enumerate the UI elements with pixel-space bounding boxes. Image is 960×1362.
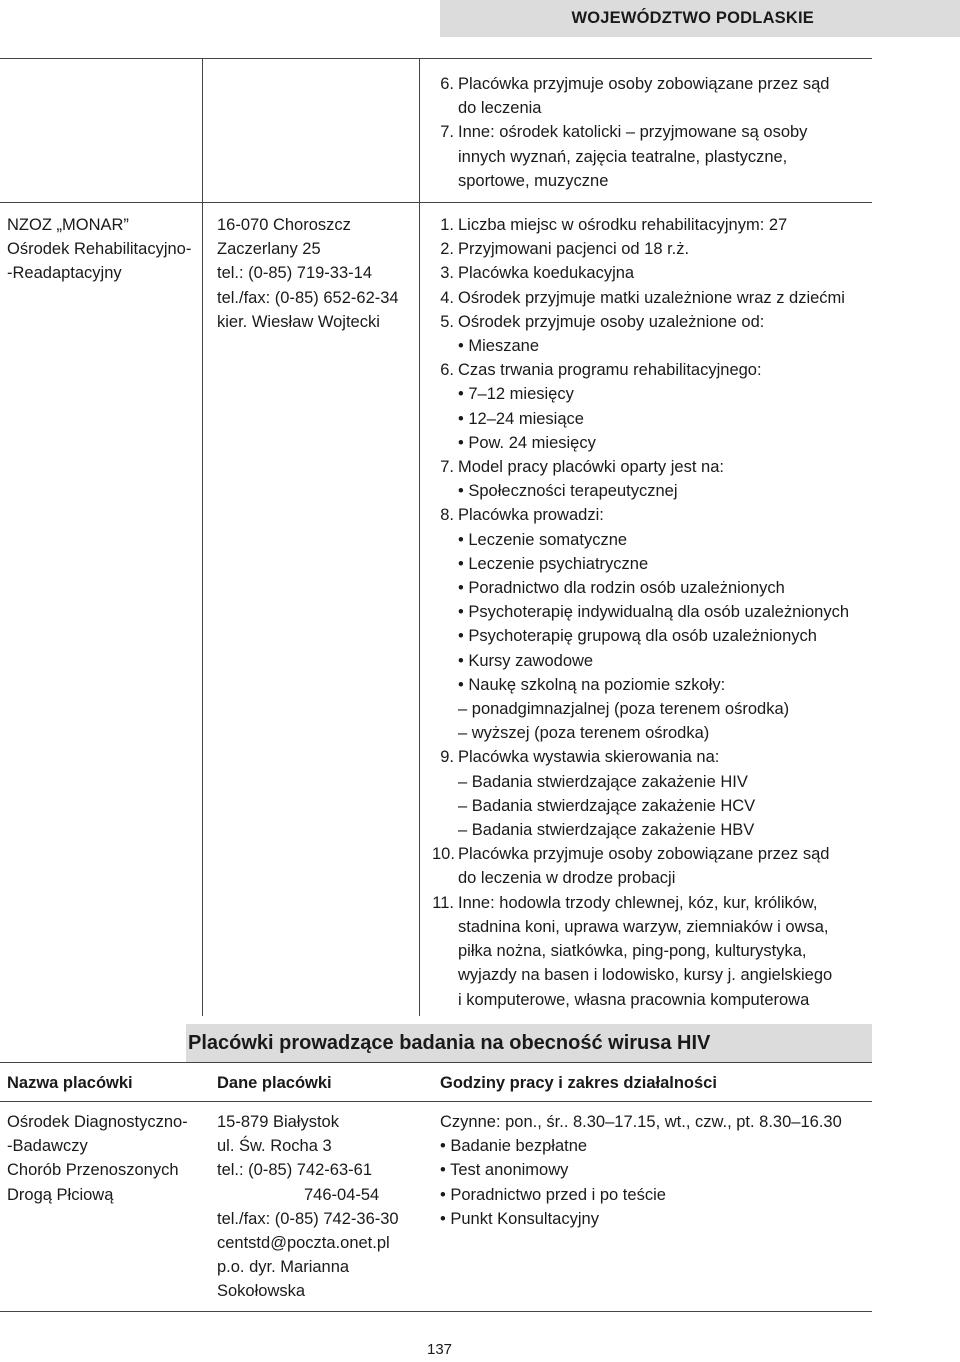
list-item [432,649,872,673]
item-text: Naukę szkolną na poziomie szkoły: [468,675,726,694]
list-item [432,382,872,406]
top-rule [0,58,872,59]
name-line: -Badawczy [7,1137,88,1156]
list-item [432,673,872,697]
item-number: 6. [440,361,454,380]
item-number: 7. [440,458,454,477]
name-line: Drogą Płciową [7,1185,114,1204]
section-title: Placówki prowadzące badania na obecność wirusa HIV [188,1032,711,1054]
hiv-facility-contact [217,1110,432,1304]
region-title: WOJEWÓDZTWO PODLASKIE [571,9,814,27]
item-text: 12–24 miesiące [468,409,584,428]
item-number: 4. [440,288,454,307]
list-item [432,503,872,527]
facility-name [7,213,202,286]
list-item [432,915,872,939]
item-text: Ośrodek przyjmuje osoby uzależnione od: [458,312,765,331]
item-text: wyjazdy na basen i lodowisko, kursy j. angielskiego [458,966,833,985]
row-divider [0,202,872,203]
item-text: Model pracy placówki oparty jest na: [458,458,724,477]
list-item [432,334,872,358]
list-item [440,1207,870,1231]
name-line: NZOZ „MONAR” [7,216,129,234]
list-item [432,213,872,237]
address-line: Zaczerlany 25 [217,240,321,259]
item-text: Test anonimowy [450,1161,569,1180]
column-divider [202,58,203,1016]
item-text: Badania stwierdzające zakażenie HIV [471,772,748,791]
director-line: Sokołowska [217,1282,306,1301]
item-number: 10. [432,845,455,864]
item-number: 2. [440,240,454,259]
item-text: Społeczności terapeutycznej [468,482,678,501]
item-text: Leczenie psychiatryczne [468,554,649,573]
page-number: 137 [427,1341,453,1358]
item-text: Placówka wystawia skierowania na: [458,748,720,767]
list-item [432,552,872,576]
list-item [432,794,872,818]
list-item [432,770,872,794]
item-text: Inne: hodowla trzody chlewnej, kóz, kur, królików, [458,893,818,912]
list-item: sportowe, muzyczne [458,171,609,190]
item-text: i komputerowe, własna pracownia komputerowa [458,990,810,1009]
list-item [432,939,872,963]
item-text: Psychoterapię grupową dla osób uzależnionych [468,627,817,646]
item-text: piłka nożna, siatkówka, ping-pong, kulturystyka, [458,942,807,961]
list-item [432,963,872,987]
address-line: 15-879 Białystok [217,1113,339,1131]
item-number: 3. [440,264,454,283]
item-text: Przyjmowani pacjenci od 18 r.ż. [458,240,690,259]
item-text: Punkt Konsultacyjny [450,1209,599,1228]
list-item [432,310,872,334]
director-line: p.o. dyr. Marianna [217,1258,350,1277]
fax-line: tel./fax: (0-85) 742-36-30 [217,1209,399,1228]
list-item [432,455,872,479]
item-text: wyższej (poza terenem ośrodka) [471,724,710,743]
list-item [440,1134,870,1158]
column-header-hours: Godziny pracy i zakres działalności [440,1074,717,1092]
column-divider [419,58,420,1016]
item-text: Mieszane [468,337,539,356]
phone-line: 746-04-54 [304,1185,380,1204]
phone-line: tel.: (0-85) 719-33-14 [217,264,373,283]
address-line: ul. Św. Rocha 3 [217,1137,332,1156]
item-text: stadnina koni, uprawa warzyw, ziemniaków i owsa, [458,917,829,936]
hiv-facility-info [440,1110,870,1231]
item-number: 9. [440,748,454,767]
phone-line: tel.: (0-85) 742-63-61 [217,1161,373,1180]
list-item [432,261,872,285]
list-item [432,600,872,624]
list-item [432,697,872,721]
item-text: Czas trwania programu rehabilitacyjnego: [458,361,762,380]
list-item [432,745,872,769]
item-number: 8. [440,506,454,525]
item-text: Badania stwierdzające zakażenie HBV [471,821,755,840]
name-line: Ośrodek Diagnostyczno- [7,1113,188,1131]
item-text: Poradnictwo dla rodzin osób uzależnionych [468,579,785,598]
item-text: Psychoterapię indywidualną dla osób uzależnionych [468,603,850,622]
item-text: Ośrodek przyjmuje matki uzależnione wraz z dziećmi [458,288,845,307]
list-item [432,358,872,382]
list-item: 7. Inne: ośrodek katolicki – przyjmowane są osoby [440,123,808,142]
list-item [432,286,872,310]
name-line: -Readaptacyjny [7,264,122,283]
item-number: 1. [440,216,454,234]
continued-info [432,72,872,193]
list-item [432,818,872,842]
address-line: 16-070 Choroszcz [217,216,351,234]
list-item [432,237,872,261]
item-number: 5. [440,312,454,331]
director-line: kier. Wiesław Wojtecki [217,312,380,331]
list-item [432,479,872,503]
item-number: 11. [432,893,454,912]
list-item [432,891,872,915]
hiv-facility-name [7,1110,207,1207]
list-item [432,431,872,455]
list-item: 6. Placówka przyjmuje osoby zobowiązane przez sąd [440,75,830,93]
item-text: Leczenie somatyczne [468,530,628,549]
name-line: Chorób Przenoszonych [7,1161,179,1180]
list-item [432,407,872,431]
item-text: Placówka przyjmuje osoby zobowiązane przez sąd [458,845,830,864]
list-item: innych wyznań, zajęcia teatralne, plastyczne, [458,147,788,166]
email-link[interactable]: centstd@poczta.onet.pl [217,1234,390,1253]
column-header-name: Nazwa placówki [7,1074,133,1092]
list-item [440,1110,870,1134]
section-top-rule [0,1062,872,1063]
list-item [440,1183,870,1207]
item-text: Badanie bezpłatne [450,1137,588,1156]
item-text: do leczenia w drodze probacji [458,869,676,888]
item-text: Liczba miejsc w ośrodku rehabilitacyjnym: 27 [458,216,788,234]
name-line: Ośrodek Rehabilitacyjno- [7,240,192,259]
list-item [432,528,872,552]
facility-contact [217,213,417,334]
fax-line: tel./fax: (0-85) 652-62-34 [217,288,399,307]
bottom-rule [0,1311,872,1312]
column-header-details: Dane placówki [217,1074,332,1092]
item-text: Kursy zawodowe [468,651,594,670]
item-text: Placówka koedukacyjna [458,264,635,283]
list-item [432,721,872,745]
list-item: do leczenia [458,99,542,118]
list-item [432,842,872,866]
item-text: Placówka prowadzi: [458,506,604,525]
item-text: 7–12 miesięcy [468,385,574,404]
list-item [432,988,872,1012]
item-text: Czynne: pon., śr.. 8.30–17.15, wt., czw., pt. 8.30–16.30 [440,1113,842,1131]
list-item [432,576,872,600]
list-item [432,866,872,890]
item-text: Badania stwierdzające zakażenie HCV [471,796,756,815]
item-text: ponadgimnazjalnej (poza terenem ośrodka) [471,700,790,719]
item-text: Pow. 24 miesięcy [468,433,596,452]
item-text: Poradnictwo przed i po teście [450,1185,666,1204]
facility-info [432,213,872,1012]
list-item [440,1158,870,1182]
list-item [432,624,872,648]
header-rule [0,1101,872,1102]
